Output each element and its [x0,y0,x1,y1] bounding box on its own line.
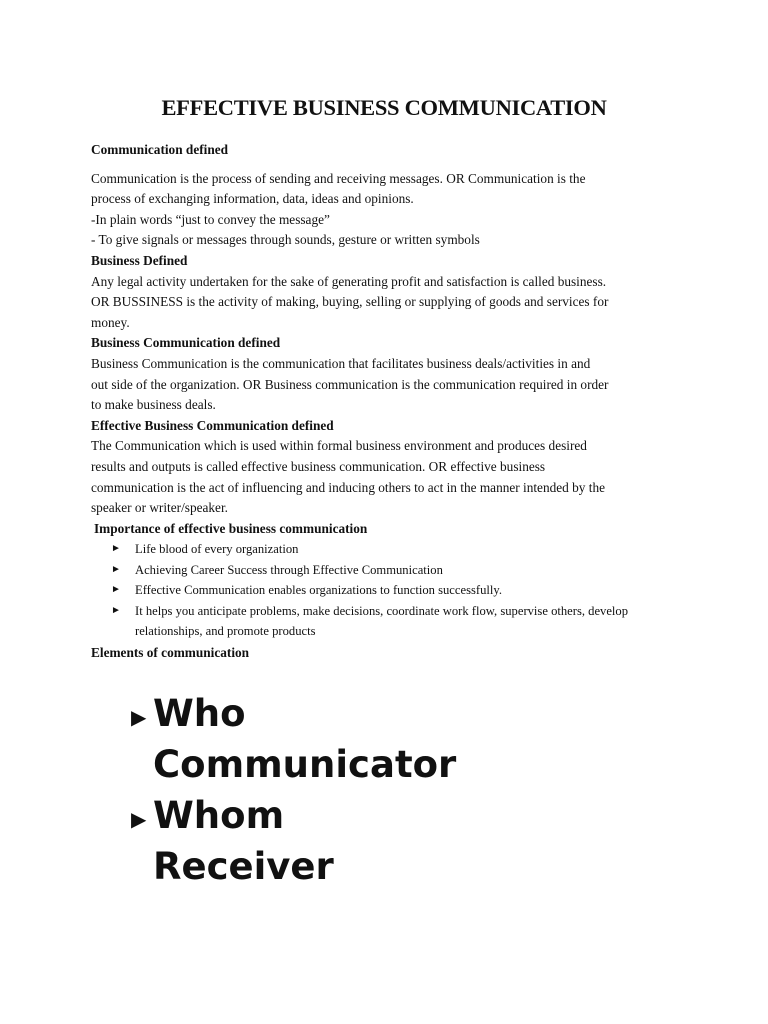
element-item-who [131,688,731,790]
list-item-text: It helps you anticipate problems, make decisions, coordinate work flow, supervise others, develop relationships, and promote products [135,603,629,638]
triangle-bullet-icon: ► [111,563,121,575]
paragraph-line: - To give signals or messages through sounds, gesture or written symbols [91,232,480,248]
triangle-bullet-icon: ► [111,543,121,555]
paragraph-line: money. [91,314,130,330]
list-item-text: Effective Communication enables organizations to function successfully. [135,583,502,598]
element-item-title: Who [153,692,246,735]
list-item [111,539,681,559]
page-title: EFFECTIVE BUSINESS COMMUNICATION [161,95,607,120]
element-item-subtitle: Communicator [153,743,457,786]
heading-importance: Importance of effective business communication [94,520,368,536]
elements-slide-image [131,688,731,888]
list-item [111,580,681,600]
list-item-text: Achieving Career Success through Effective Communication [135,562,443,577]
paragraph-line: OR BUSSINESS is the activity of making, buying, selling or supplying of goods and services for [91,294,609,310]
element-item-title: Whom [153,794,285,837]
paragraph-line: process of exchanging information, data, ideas and opinions. [91,191,414,207]
element-item-whom [131,790,731,892]
paragraph-line: out side of the organization. OR Business communication is the communication required in order [91,376,609,392]
heading-communication-defined: Communication defined [91,142,229,157]
list-item [111,560,681,580]
heading-business-communication-defined: Business Communication defined [91,335,281,351]
paragraph-line: Business Communication is the communication that facilitates business deals/activities in and [91,355,591,371]
paragraph-line: Communication is the process of sending and receiving messages. OR Communication is the [91,170,586,186]
heading-effective-business-communication-defined: Effective Business Communication defined [91,417,334,433]
paragraph-line: The Communication which is used within formal business environment and produces desired [91,438,587,454]
paragraph-line: to make business deals. [91,397,216,413]
importance-list [91,539,681,641]
heading-elements-of-communication: Elements of communication [91,645,250,661]
element-item-subtitle: Receiver [153,845,334,888]
paragraph-line: Any legal activity undertaken for the sake of generating profit and satisfaction is called business. [91,273,607,289]
paragraph-line: communication is the act of influencing and inducing others to act in the manner intended by the [91,479,606,495]
paragraph-line: results and outputs is called effective business communication. OR effective business [91,458,546,474]
triangle-bullet-icon: ► [111,584,121,596]
paragraph-line: -In plain words “just to convey the message” [91,211,330,227]
list-item-text: Life blood of every organization [135,542,299,557]
list-item [111,601,681,642]
paragraph-line: speaker or writer/speaker. [91,500,228,516]
triangle-bullet-icon: ► [111,604,121,616]
triangle-bullet-icon: ▶ [131,807,147,831]
triangle-bullet-icon: ▶ [131,705,147,729]
document-body [91,140,681,664]
heading-business-defined: Business Defined [91,252,188,268]
